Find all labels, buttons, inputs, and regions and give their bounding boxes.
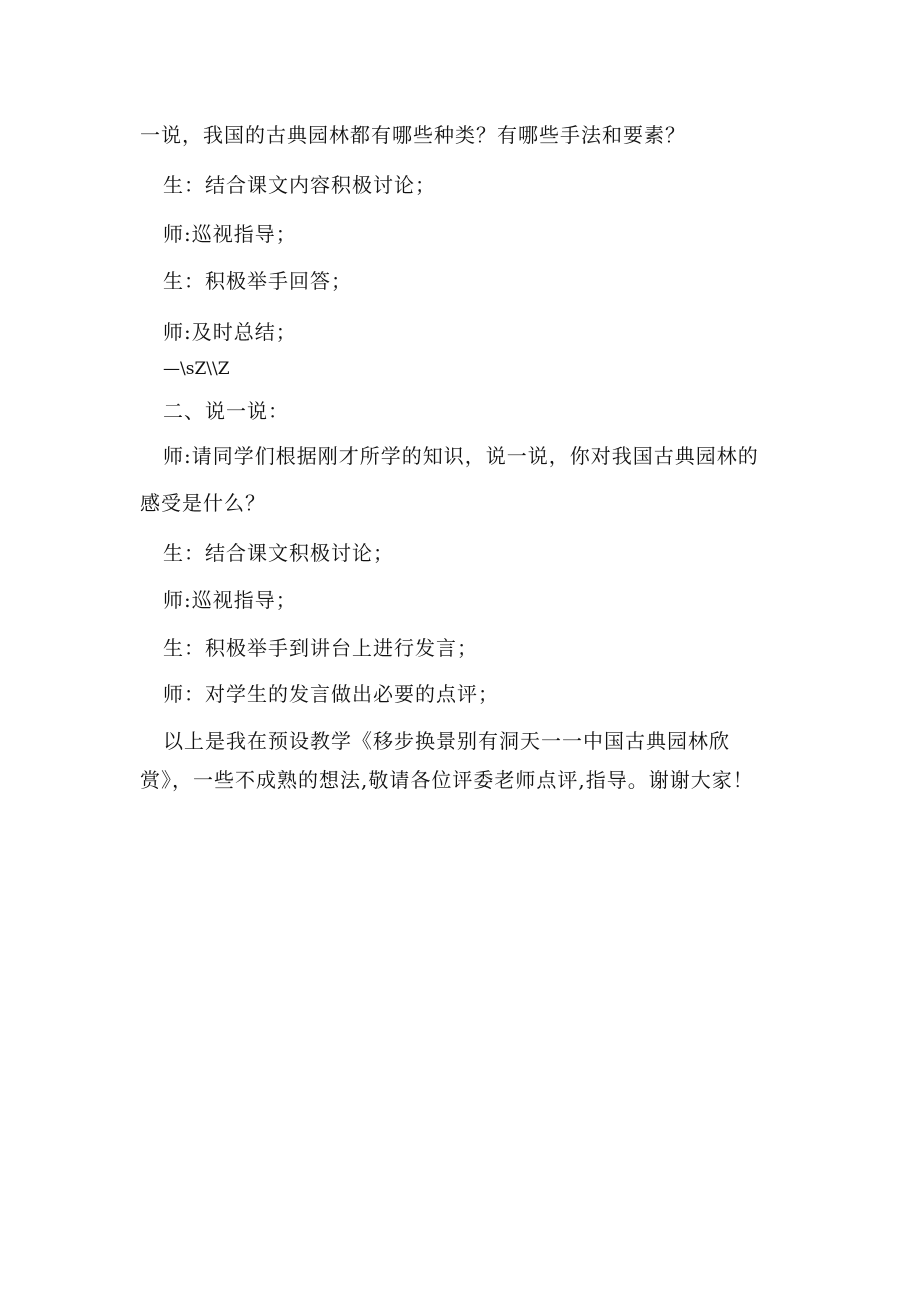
section-heading: 二、说一说： <box>163 399 289 423</box>
text-line-14: 以上是我在预设教学《移步换景别有洞天一一中国古典园林欣 <box>163 729 730 753</box>
text-line-6: —\sZ\\Z <box>163 359 230 379</box>
text-line-11: 师:巡视指导； <box>163 588 297 612</box>
text-line-10: 生：结合课文积极讨论； <box>163 541 394 565</box>
text-line-13: 师：对学生的发言做出必要的点评； <box>163 682 499 706</box>
text-line-3: 师:巡视指导； <box>163 222 297 246</box>
text-line-8: 师:请同学们根据刚才所学的知识，说一说，你对我国古典园林的 <box>163 444 759 468</box>
text-line-2: 生：结合课文内容积极讨论； <box>163 173 436 197</box>
text-line-9: 感受是什么？ <box>140 491 266 515</box>
text-line-1: 一说，我国的古典园林都有哪些种类？有哪些手法和要素？ <box>140 123 686 147</box>
text-line-5: 师:及时总结； <box>163 320 297 344</box>
text-line-4: 生：积极举手回答； <box>163 269 352 293</box>
text-line-12: 生：积极举手到讲台上进行发言； <box>163 636 478 660</box>
text-line-15: 赏》，一些不成熟的想法,敬请各位评委老师点评,指导。谢谢大家！ <box>140 768 754 792</box>
